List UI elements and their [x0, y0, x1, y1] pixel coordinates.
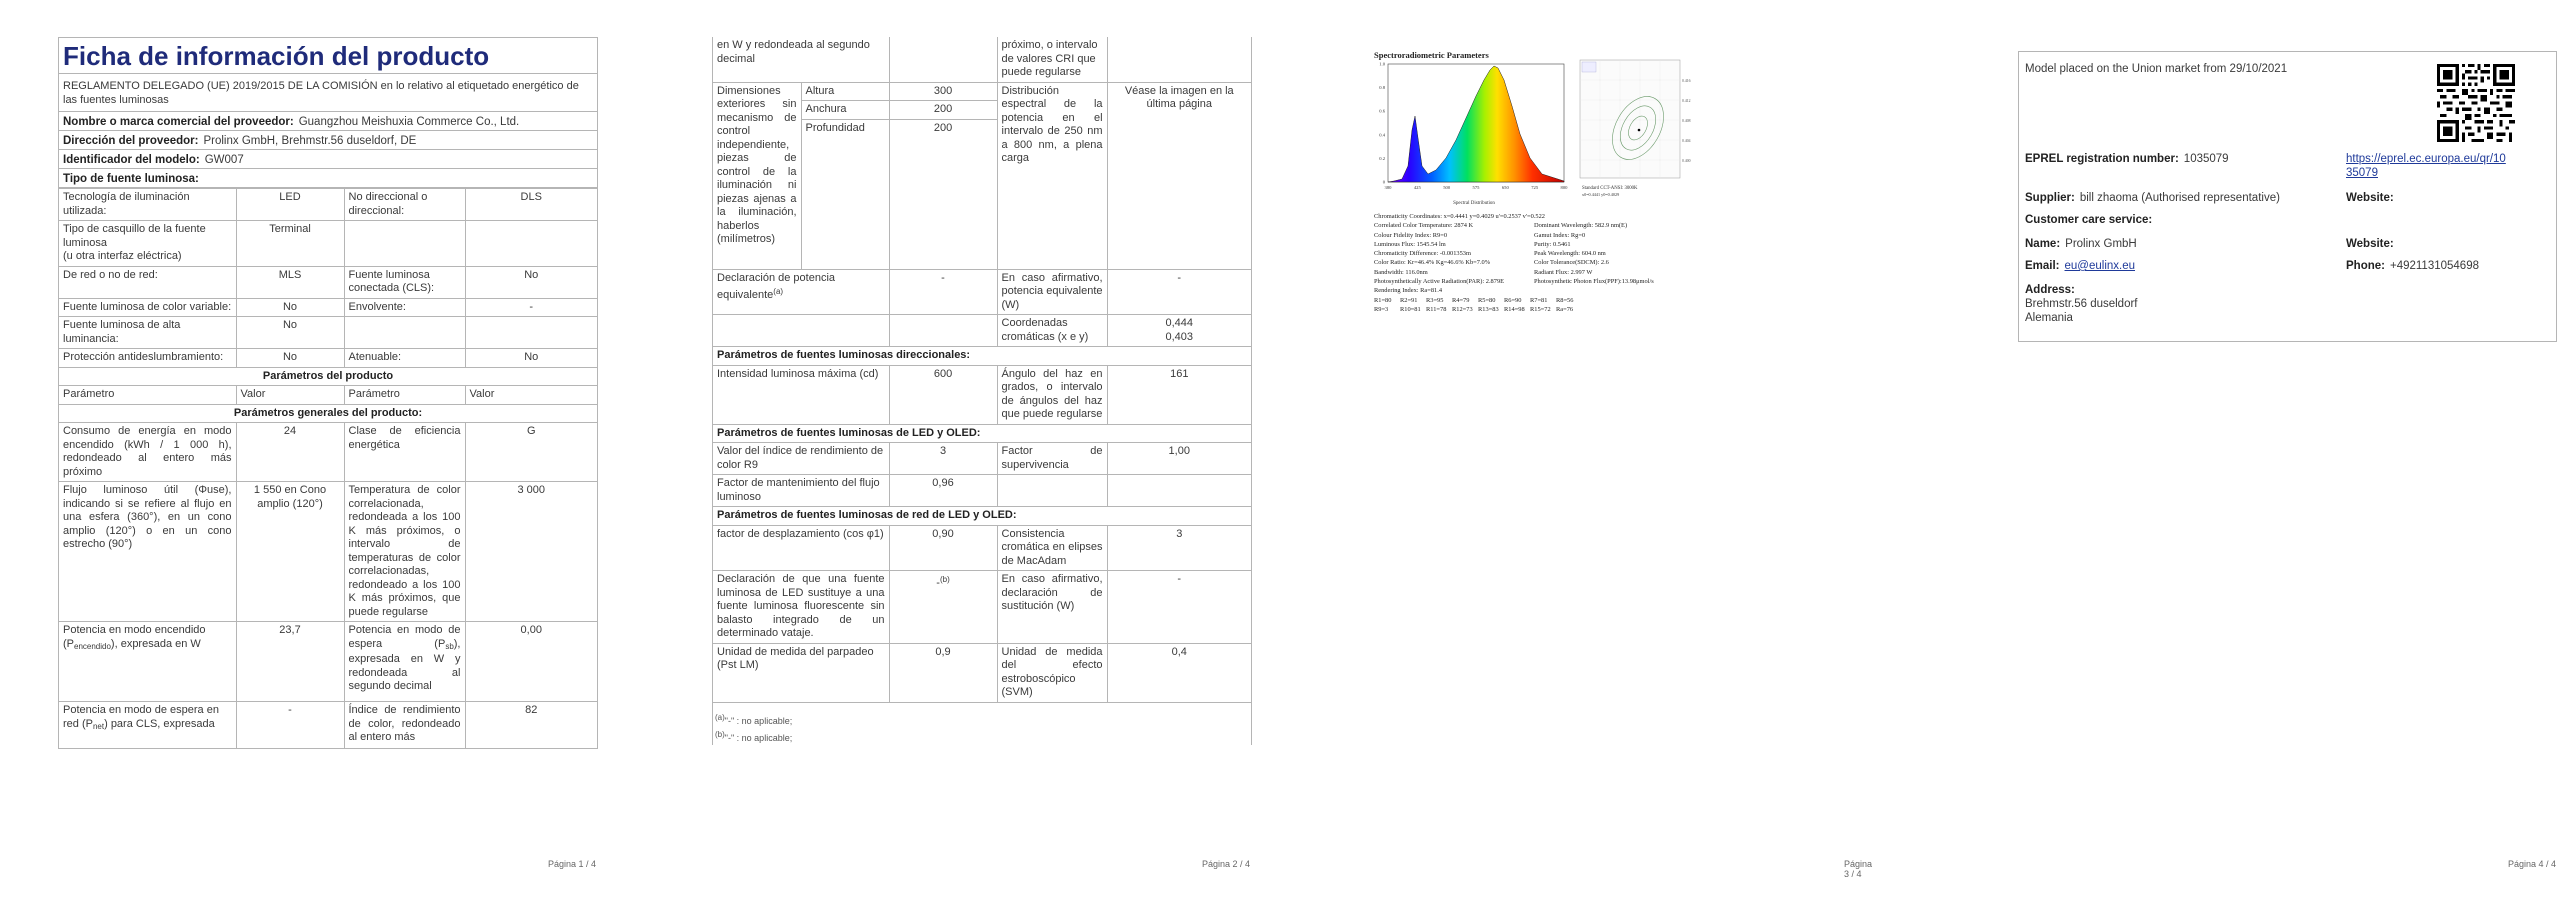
- email-row: [2025, 259, 2135, 273]
- cell-value: 1 550 en Cono amplio (120°): [236, 482, 344, 622]
- supplier-name-label: Nombre o marca comercial del proveedor:: [63, 116, 294, 128]
- x-tick-label: 500: [1443, 185, 1451, 190]
- render-index: R8=56: [1556, 296, 1574, 304]
- table-row: [59, 221, 597, 267]
- render-index: R3=95: [1426, 296, 1444, 304]
- page-2: [712, 0, 1252, 905]
- cell-value: Terminal: [236, 221, 344, 267]
- cell-value: 3 000: [465, 482, 597, 622]
- cell-label: [59, 702, 236, 749]
- cell-label: Clase de eficiencia energética: [344, 423, 465, 482]
- dim-name: Altura: [801, 82, 889, 101]
- cell-empty: [997, 475, 1107, 507]
- footnote-text: "-" : no aplicable;: [724, 732, 793, 743]
- cell-value: [465, 317, 597, 349]
- product-info-sheet: [58, 37, 598, 749]
- y-tick-label: 0: [1382, 179, 1385, 185]
- y-tick-label: 0.2: [1379, 155, 1385, 161]
- cell-label: Atenuable:: [344, 349, 465, 368]
- stat: Color Ratio: Kr=46.4% Kg=46.6% Kb=7.0%: [1374, 259, 1491, 267]
- dim-value: 200: [889, 101, 997, 120]
- cell-label: [344, 622, 465, 702]
- cell-value: [889, 571, 997, 644]
- chroma-x: 0,444: [1165, 317, 1194, 329]
- cie-caption-2: x0=0.4441 y0=0.4029: [1582, 192, 1620, 197]
- spectrum-curve: [1388, 66, 1564, 182]
- cell-label: Tecnología de iluminación utilizada:: [59, 189, 236, 221]
- cell-label: Ángulo del haz en grados, o intervalo de ángulos del haz que puede regularse: [997, 365, 1107, 424]
- cell-label: Protección antideslumbramiento:: [59, 349, 236, 368]
- cell-value: 0,96: [889, 475, 997, 507]
- chroma-y: 0,403: [1165, 330, 1194, 343]
- stat: Colour Fidelity Index: R9=0: [1374, 231, 1448, 239]
- eprel-link-line-1: https://eprel.ec.europa.eu/qr/10: [2346, 153, 2506, 165]
- dimensions-label: Dimensiones exteriores sin mecanismo de control independiente, piezas de control de la iluminación ni piezas ajenas a la iluminación, haberlos (milímetros): [713, 82, 801, 269]
- cell-value: -: [236, 702, 344, 749]
- label-part: ) para CLS, expresada: [104, 717, 215, 730]
- table-row: [713, 525, 1251, 571]
- x-ticks: [1385, 185, 1569, 190]
- customer-care-heading: [2025, 213, 2157, 227]
- name-label: Name:: [2025, 238, 2061, 250]
- replace-value: -: [936, 577, 940, 589]
- y-tick-label: 0.8: [1379, 85, 1385, 91]
- cie-tick-labels: [1682, 79, 1691, 163]
- cell-empty: [1107, 475, 1251, 507]
- spectrum-title: Spectroradiometric Parameters: [1374, 50, 1489, 60]
- supplier-address: Prolinx GmbH, Brehmstr.56 duseldorf, DE: [203, 135, 417, 147]
- equiv-label: Declaración de potencia equivalente: [717, 271, 836, 301]
- dim-value: 200: [889, 119, 997, 269]
- cell-label: Flujo luminoso útil (Φuse), indicando si se refiere al flujo en una esfera (360°), en un cono amplio (120°) o en un cono estrecho (90°): [59, 482, 236, 622]
- cell-value: 3: [1107, 525, 1251, 571]
- label-subscript: encendido: [74, 641, 111, 651]
- table-row: [713, 37, 1251, 82]
- cell-value: 0,00: [465, 622, 597, 702]
- eprel-link-line-2: 35079: [2346, 167, 2378, 179]
- table-row: [713, 365, 1251, 424]
- website-row: [2346, 191, 2399, 205]
- address-line-2: Alemania: [2025, 312, 2073, 324]
- stat: Purity: 0.5461: [1534, 240, 1571, 248]
- col-param: Parámetro: [59, 386, 236, 405]
- cell-value: -: [889, 269, 997, 315]
- cell-label: Factor de supervivencia: [997, 443, 1107, 475]
- dim-name: Anchura: [801, 101, 889, 120]
- stat: Radiant Flux: 2.997 W: [1534, 268, 1593, 276]
- address-label: Address:: [2025, 284, 2075, 296]
- label-part: Potencia en modo de espera (P: [348, 624, 461, 650]
- contact-name-row: [2025, 237, 2137, 251]
- stat-row: [1374, 286, 1694, 295]
- x-tick-label: 725: [1531, 185, 1539, 190]
- cie-tick: 0.408: [1682, 119, 1691, 123]
- stat-row: [1374, 277, 1694, 286]
- x-tick-label: 800: [1560, 185, 1568, 190]
- cell-value: No: [465, 266, 597, 298]
- x-axis-label: Spectral Distribution: [1453, 201, 1495, 206]
- dim-name: Profundidad: [801, 119, 889, 269]
- eprel-link[interactable]: [2346, 153, 2506, 179]
- model-id: GW007: [204, 154, 244, 166]
- cap-type-label: Tipo de casquillo de la fuente luminosa: [63, 223, 206, 249]
- cell-label: Fuente luminosa de color variable:: [59, 298, 236, 317]
- render-index: R12=73: [1452, 305, 1473, 313]
- render-index: R14=98: [1504, 305, 1525, 313]
- cell-value: No: [236, 317, 344, 349]
- supplier-address-row: [59, 131, 597, 150]
- model-row: [59, 150, 597, 169]
- address-block: [2025, 283, 2138, 325]
- table-row: [713, 443, 1251, 475]
- directional-header: Parámetros de fuentes luminosas direccionales:: [713, 347, 1251, 366]
- y-tick-label: 0.4: [1379, 132, 1385, 138]
- params-header: Parámetros del producto: [59, 367, 597, 386]
- page-number: Página 4 / 4: [2508, 859, 2557, 869]
- cell-label: próximo, o intervalo de valores CRI que puede regularse: [997, 37, 1107, 82]
- y-tick-label: 1.0: [1379, 61, 1385, 67]
- render-index-row: [1374, 305, 1694, 314]
- cell-label: [713, 269, 889, 315]
- website-label: Website:: [2346, 192, 2394, 204]
- table-row: [59, 317, 597, 349]
- cell-label: Factor de mantenimiento del flujo luminoso: [713, 475, 889, 507]
- name-value: Prolinx GmbH: [2065, 238, 2137, 250]
- section-row: [713, 424, 1251, 443]
- footnote-text: "-" : no aplicable;: [724, 715, 793, 726]
- section-row: [59, 404, 597, 423]
- cell-value: DLS: [465, 189, 597, 221]
- cell-label: en W y redondeada al segundo decimal: [713, 37, 889, 82]
- supplier-name-row: [59, 112, 597, 131]
- label-part: ), expresada en W: [110, 637, 201, 650]
- x-tick-label: 380: [1384, 185, 1392, 190]
- stat: Photosynthetic Photon Flux(PPF):13.98μmol/s: [1534, 278, 1654, 286]
- cell-label: Fuente luminosa de alta luminancia:: [59, 317, 236, 349]
- cell-value: 0,90: [889, 525, 997, 571]
- table-row: [59, 349, 597, 368]
- table-row: [713, 269, 1251, 315]
- x-tick-label: 650: [1501, 185, 1509, 190]
- cell-label: En caso afirmativo, potencia equivalente (W): [997, 269, 1107, 315]
- render-index: R4=79: [1452, 296, 1470, 304]
- stat: Luminous Flux: 1545.54 lm: [1374, 240, 1446, 248]
- eprel-number: 1035079: [2183, 153, 2229, 165]
- cell-empty: [889, 315, 997, 347]
- cell-value: 23,7: [236, 622, 344, 702]
- col-param: Parámetro: [344, 386, 465, 405]
- phone-label: Phone:: [2346, 260, 2385, 272]
- cell-label: Índice de rendimiento de color, redondeado al entero más: [344, 702, 465, 749]
- stat: Correlated Color Temperature: 2874 K: [1374, 222, 1474, 230]
- table-row: [59, 482, 597, 622]
- regulation-text: REGLAMENTO DELEGADO (UE) 2019/2015 DE LA COMISIÓN en lo relativo al etiquetado energético de las fuentes luminosas: [59, 74, 597, 112]
- label-subscript: net: [92, 721, 105, 731]
- spectral-distribution-chart: [1374, 58, 1574, 218]
- footnote-mark: (a): [715, 712, 725, 722]
- product-info-continued: [712, 37, 1252, 745]
- cell-value: -: [1107, 571, 1251, 644]
- cell-value: 82: [465, 702, 597, 749]
- cell-label: Valor del índice de rendimiento de color R9: [713, 443, 889, 475]
- render-index: R13=83: [1478, 305, 1499, 313]
- market-date: Model placed on the Union market from 29/10/2021: [2025, 63, 2288, 75]
- page-4: [2018, 0, 2558, 905]
- stat-row: [1374, 240, 1694, 249]
- spectral-label: Distribución espectral de la potencia en el intervalo de 250 nm a 800 nm, a plena carga: [997, 82, 1107, 269]
- render-index: R9=3: [1374, 305, 1389, 313]
- cell-value: -: [1107, 269, 1251, 315]
- cie-tick: 0.416: [1682, 79, 1691, 83]
- customer-care-label: Customer care service:: [2025, 214, 2153, 226]
- cell-label: [344, 317, 465, 349]
- cell-value: 3: [889, 443, 997, 475]
- stat-row: [1374, 212, 1694, 221]
- params-table-continued: [713, 37, 1251, 703]
- footnote-ref: (b): [939, 575, 950, 584]
- phone-row: [2346, 259, 2479, 273]
- column-header-row: [59, 386, 597, 405]
- cell-value: G: [465, 423, 597, 482]
- table-row: [59, 423, 597, 482]
- cell-label: Envolvente:: [344, 298, 465, 317]
- x-tick-label: 575: [1472, 185, 1480, 190]
- stat-row: [1374, 258, 1694, 267]
- stat: Chromaticity Difference: -0.001353m: [1374, 250, 1471, 258]
- table-row: [59, 189, 597, 221]
- cell-label: [59, 622, 236, 702]
- render-index: Ra=76: [1556, 305, 1574, 313]
- cie-frame: [1580, 60, 1680, 178]
- cell-label: Unidad de medida del parpadeo (Pst LM): [713, 643, 889, 702]
- cell-value: 600: [889, 365, 997, 424]
- cell-value: 0,4: [1107, 643, 1251, 702]
- stat-row: [1374, 231, 1694, 240]
- label-part: ), expresada en W y redondeada al segundo decimal: [348, 637, 461, 692]
- led-header: Parámetros de fuentes luminosas de LED y OLED:: [713, 424, 1251, 443]
- table-row: [713, 475, 1251, 507]
- eprel-info-box: [2018, 51, 2557, 342]
- stat: Color Tolerance(SDCM): 2.6: [1534, 259, 1609, 267]
- x-tick-label: 425: [1413, 185, 1421, 190]
- spectro-stats: [1374, 212, 1694, 314]
- cap-type-note: (u otra interfaz eléctrica): [63, 250, 182, 262]
- cell-value: [465, 221, 597, 267]
- cell-value: 0,9: [889, 643, 997, 702]
- stat-row: [1374, 249, 1694, 258]
- cell-value: [1107, 315, 1251, 347]
- table-row: [59, 266, 597, 298]
- mains-header: Parámetros de fuentes luminosas de red de LED y OLED:: [713, 507, 1251, 526]
- render-index: R6=90: [1504, 296, 1522, 304]
- label-subscript: sb: [445, 641, 454, 651]
- render-index-row: [1374, 296, 1694, 305]
- section-row: [713, 507, 1251, 526]
- cell-value: [889, 37, 997, 82]
- render-index: R2=91: [1400, 296, 1418, 304]
- section-row: [713, 347, 1251, 366]
- render-index: R1=80: [1374, 296, 1392, 304]
- cell-label: Consumo de energía en modo encendido (kWh / 1 000 h), redondeado al entero más próximo: [59, 423, 236, 482]
- address-line-1: Brehmstr.56 duseldorf: [2025, 298, 2138, 310]
- table-row: [713, 315, 1251, 347]
- supplier-address-label: Dirección del proveedor:: [63, 135, 199, 147]
- cell-value: 1,00: [1107, 443, 1251, 475]
- page-title: Ficha de información del producto: [59, 38, 597, 74]
- col-value: Valor: [236, 386, 344, 405]
- email-label: Email:: [2025, 260, 2060, 272]
- cell-value: MLS: [236, 266, 344, 298]
- stat: Peak Wavelength: 604.0 nm: [1534, 250, 1606, 258]
- supplier-value: bill zhaoma (Authorised representative): [2079, 192, 2280, 204]
- cell-label: factor de desplazamiento (cos φ1): [713, 525, 889, 571]
- cell-label: En caso afirmativo, declaración de sustitución (W): [997, 571, 1107, 644]
- render-index: R10=81: [1400, 305, 1421, 313]
- cell-value: 24: [236, 423, 344, 482]
- stat: Gamut Index: Rg=0: [1534, 231, 1586, 239]
- supplier-row: [2025, 191, 2280, 205]
- model-label: Identificador del modelo:: [63, 154, 200, 166]
- section-row: [59, 367, 597, 386]
- cell-value: No: [465, 349, 597, 368]
- cell-value: No: [236, 298, 344, 317]
- cell-value: [1107, 37, 1251, 82]
- y-tick-label: 0.6: [1379, 108, 1385, 114]
- table-row: [59, 298, 597, 317]
- cell-label: Temperatura de color correlacionada, redondeada a los 100 K más próximos, o intervalo de temperaturas de color correlacionadas, redondeado a los 100 K más próximos, que puede regularse: [344, 482, 465, 622]
- cell-value: LED: [236, 189, 344, 221]
- page-number: Página 1 / 4: [548, 859, 597, 869]
- dim-value: 300: [889, 82, 997, 101]
- render-index: R11=78: [1426, 305, 1447, 313]
- light-type-row: [59, 169, 597, 188]
- page-1: [58, 0, 598, 905]
- cell-label: No direccional o direccional:: [344, 189, 465, 221]
- cell-label: Coordenadas cromáticas (x e y): [997, 315, 1107, 347]
- footnote-b: [713, 728, 1251, 745]
- light-source-table: [59, 188, 597, 749]
- cell-label: Unidad de medida del efecto estroboscópico (SVM): [997, 643, 1107, 702]
- render-index: R15=72: [1530, 305, 1551, 313]
- light-type-label: Tipo de fuente luminosa:: [63, 173, 199, 185]
- cell-label: [344, 221, 465, 267]
- table-row: [713, 82, 1251, 101]
- phone-value: +4921131054698: [2389, 260, 2479, 272]
- cell-value: -: [465, 298, 597, 317]
- general-header: Parámetros generales del producto:: [59, 404, 597, 423]
- eprel-row: [2025, 152, 2229, 166]
- stat: Photosynthetically Active Radiation(PAR): 2.879E: [1374, 278, 1505, 286]
- stat: Chromaticity Coordinates: x=0.4441 y=0.4029 u'=0.2537 v'=0.522: [1374, 213, 1545, 220]
- cell-empty: [713, 315, 889, 347]
- cell-label: Intensidad luminosa máxima (cd): [713, 365, 889, 424]
- table-row: [59, 622, 597, 702]
- stat-row: [1374, 268, 1694, 277]
- eprel-link-block: [2346, 152, 2506, 180]
- col-value: Valor: [465, 386, 597, 405]
- y-ticks: [1379, 62, 1385, 185]
- supplier-name: Guangzhou Meishuxia Commerce Co., Ltd.: [298, 116, 520, 128]
- cell-label: Consistencia cromática en elipses de MacAdam: [997, 525, 1107, 571]
- qr-code-icon[interactable]: [2437, 64, 2515, 142]
- table-row: [59, 702, 597, 749]
- page-number: Página 3 / 4: [1844, 859, 1873, 879]
- measured-point: [1638, 129, 1641, 132]
- footnote-ref: (a): [773, 287, 784, 296]
- cie-tick: 0.404: [1682, 139, 1691, 143]
- page-3: [1368, 0, 1873, 905]
- cell-value: 161: [1107, 365, 1251, 424]
- cie-chromaticity-chart: [1578, 58, 1696, 210]
- render-index: R5=80: [1478, 296, 1496, 304]
- table-row: [713, 643, 1251, 702]
- cie-caption: Standard CCT-ANSI: 3000K: [1582, 186, 1638, 191]
- footnote-mark: (b): [715, 729, 725, 739]
- spectral-value: Véase la imagen en la última página: [1107, 82, 1251, 269]
- page-number: Página 2 / 4: [1202, 859, 1251, 869]
- stat: Bandwidth: 116.0nm: [1374, 268, 1428, 276]
- table-row: [713, 571, 1251, 644]
- label-part: Potencia en modo de espera en red (P: [63, 704, 219, 730]
- supplier-label: Supplier:: [2025, 192, 2075, 204]
- label-part: Potencia en modo encendido (P: [63, 624, 206, 650]
- render-index: R7=81: [1530, 296, 1548, 304]
- stat: Rendering Index: Ra=81.4: [1374, 287, 1443, 295]
- cie-legend-box: [1582, 62, 1596, 72]
- eprel-label: EPREL registration number:: [2025, 153, 2179, 165]
- email-link[interactable]: eu@eulinx.eu: [2064, 260, 2136, 272]
- cie-tick: 0.412: [1682, 99, 1691, 103]
- cie-tick: 0.400: [1682, 159, 1691, 163]
- cell-value: No: [236, 349, 344, 368]
- cell-label: Declaración de que una fuente luminosa de LED sustituye a una fuente luminosa fluorescente sin balasto integrado de un determinado vataje.: [713, 571, 889, 644]
- footnote-a: [713, 711, 1251, 728]
- stat: Dominant Wavelength: 582.9 nm(E): [1534, 222, 1628, 230]
- cell-label: De red o no de red:: [59, 266, 236, 298]
- website2-label: Website:: [2346, 238, 2394, 250]
- cell-label: Fuente luminosa conectada (CLS):: [344, 266, 465, 298]
- contact-website-row: [2346, 237, 2399, 251]
- cell-label: [59, 221, 236, 267]
- stat-row: [1374, 221, 1694, 230]
